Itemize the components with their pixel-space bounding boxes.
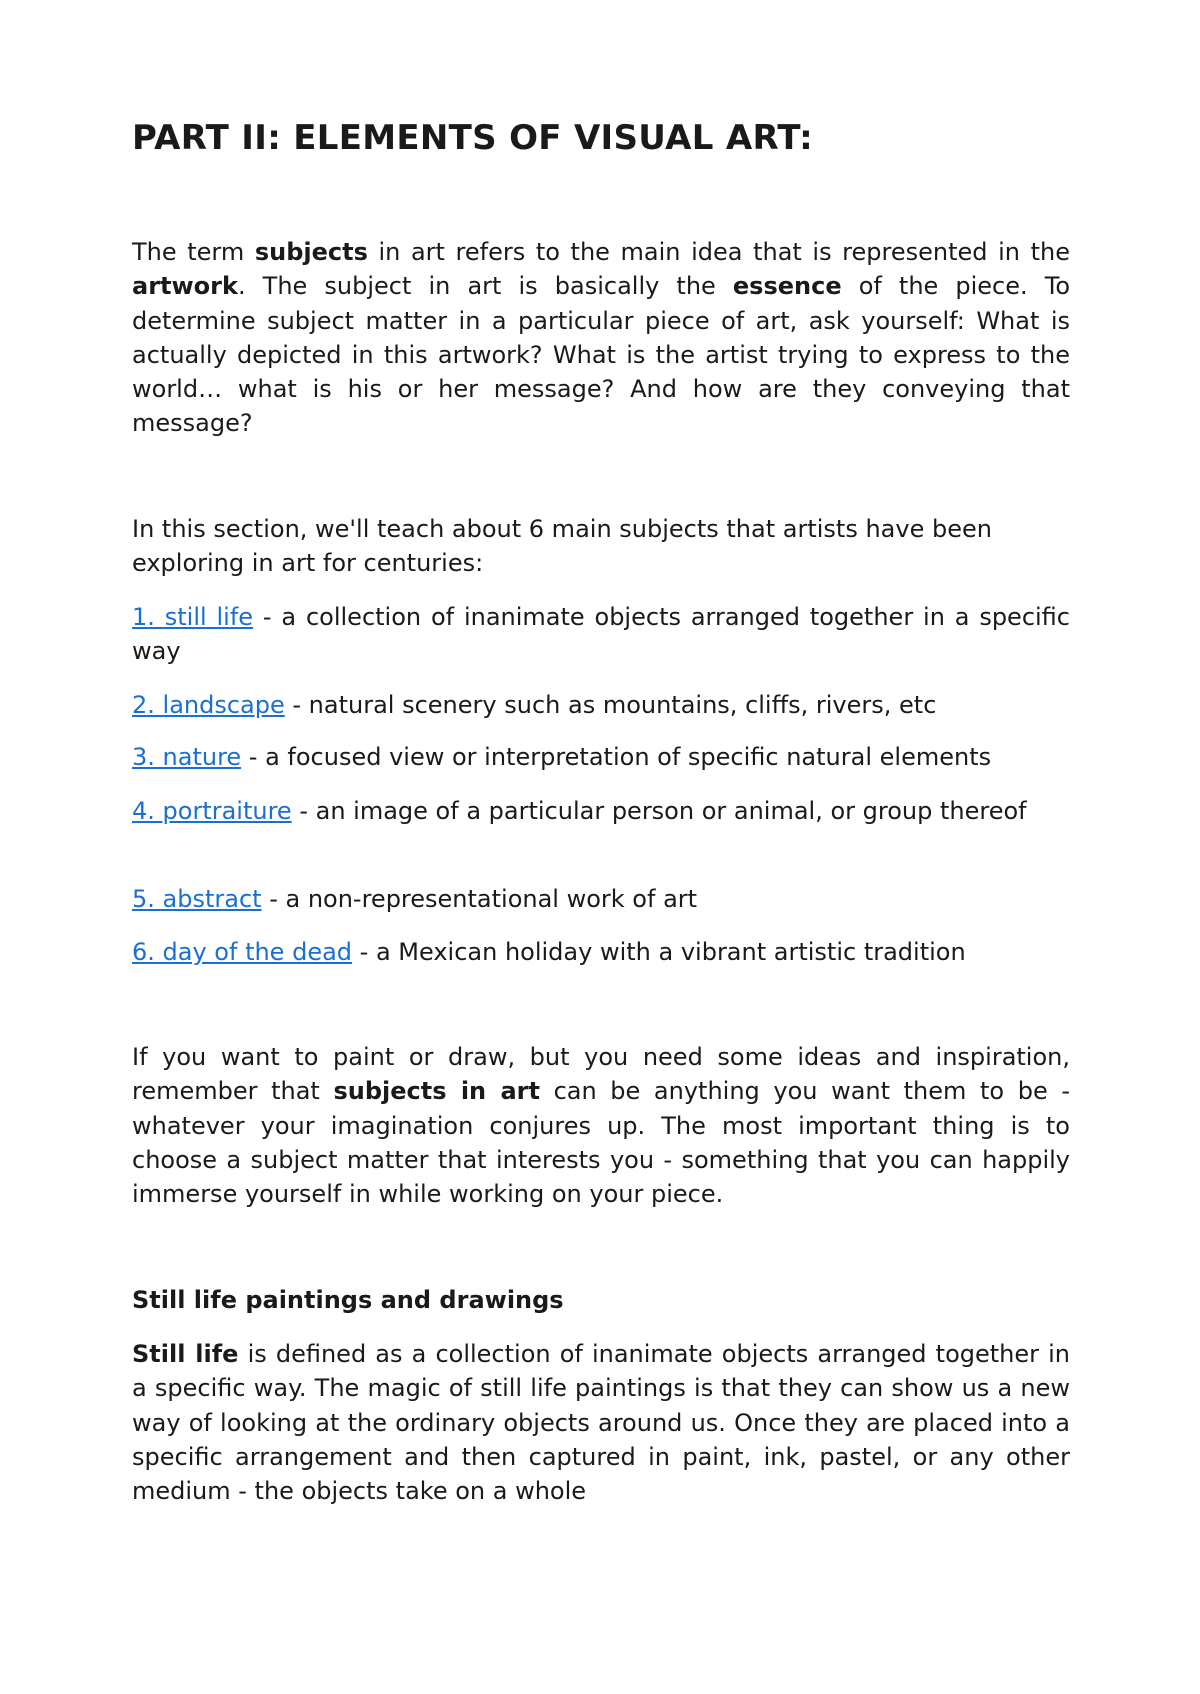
section-intro-paragraph: In this section, we'll teach about 6 main subjects that artists have been exploring in art for centuries: bbox=[132, 515, 992, 578]
subject-description: - a non-representational work of art bbox=[261, 885, 698, 913]
still-life-text: is defined as a collection of inanimate objects arranged together in a specific way. The magic of still life paintings is that they can show us a new way of looking at the ordinary objects around us. Once they are placed into a specific arrangement and then captured in paint, ink, pastel, or any other medium - the objects take on a whole bbox=[132, 1340, 1070, 1506]
bold-term-subjects-in-art: subjects in art bbox=[333, 1077, 540, 1106]
list-item bbox=[132, 935, 1070, 969]
bold-term-artwork: artwork bbox=[132, 272, 238, 301]
still-life-paragraph bbox=[132, 1337, 1070, 1508]
subject-description: - a collection of inanimate objects arranged together in a specific way bbox=[132, 603, 1070, 666]
inspiration-text: If you want to paint or draw, but you need some ideas and inspiration, remember that bbox=[132, 1043, 1070, 1106]
intro-text: of the piece. To determine subject matter in a particular piece of art, ask yourself: What is actually depicted in this artwork? What is the artist trying to express to the world… what is his or her message? And how are they conveying that message? bbox=[132, 272, 1070, 438]
inspiration-paragraph bbox=[132, 1040, 1070, 1211]
page-title: PART II: ELEMENTS OF VISUAL ART: bbox=[132, 118, 813, 158]
list-item bbox=[132, 794, 1070, 828]
intro-text: in art refers to the main idea that is represented in the bbox=[367, 238, 1070, 266]
subject-description: - an image of a particular person or animal, or group thereof bbox=[291, 797, 1027, 825]
subject-description: - natural scenery such as mountains, cliffs, rivers, etc bbox=[284, 691, 937, 719]
subject-description: - a focused view or interpretation of specific natural elements bbox=[241, 743, 992, 771]
intro-text: . The subject in art is basically the bbox=[237, 272, 733, 301]
intro-paragraph bbox=[132, 235, 1070, 441]
list-item bbox=[132, 740, 1070, 774]
bold-term-subjects: subjects bbox=[254, 238, 368, 266]
intro-text: The term bbox=[132, 238, 255, 266]
inspiration-text: can be anything you want them to be - whatever your imagination conjures up. The most important thing is to choose a subject matter that interests you - something that you can happily immerse yourself in while working on your piece. bbox=[132, 1077, 1070, 1209]
subject-link-still-life[interactable]: 1. still life bbox=[132, 603, 254, 631]
subject-description: - a Mexican holiday with a vibrant artistic tradition bbox=[352, 938, 966, 966]
subject-link-portraiture[interactable]: 4. portraiture bbox=[132, 797, 292, 825]
subject-link-day-of-the-dead[interactable]: 6. day of the dead bbox=[132, 938, 353, 966]
list-item bbox=[132, 688, 1070, 722]
bold-term-still-life: Still life bbox=[132, 1340, 239, 1368]
section-heading-still-life: Still life paintings and drawings bbox=[132, 1286, 564, 1314]
bold-term-essence: essence bbox=[732, 272, 842, 301]
subject-link-nature[interactable]: 3. nature bbox=[132, 743, 242, 771]
list-item bbox=[132, 600, 1070, 669]
subject-link-landscape[interactable]: 2. landscape bbox=[132, 691, 285, 719]
list-item bbox=[132, 882, 1070, 916]
subject-link-abstract[interactable]: 5. abstract bbox=[132, 885, 262, 913]
